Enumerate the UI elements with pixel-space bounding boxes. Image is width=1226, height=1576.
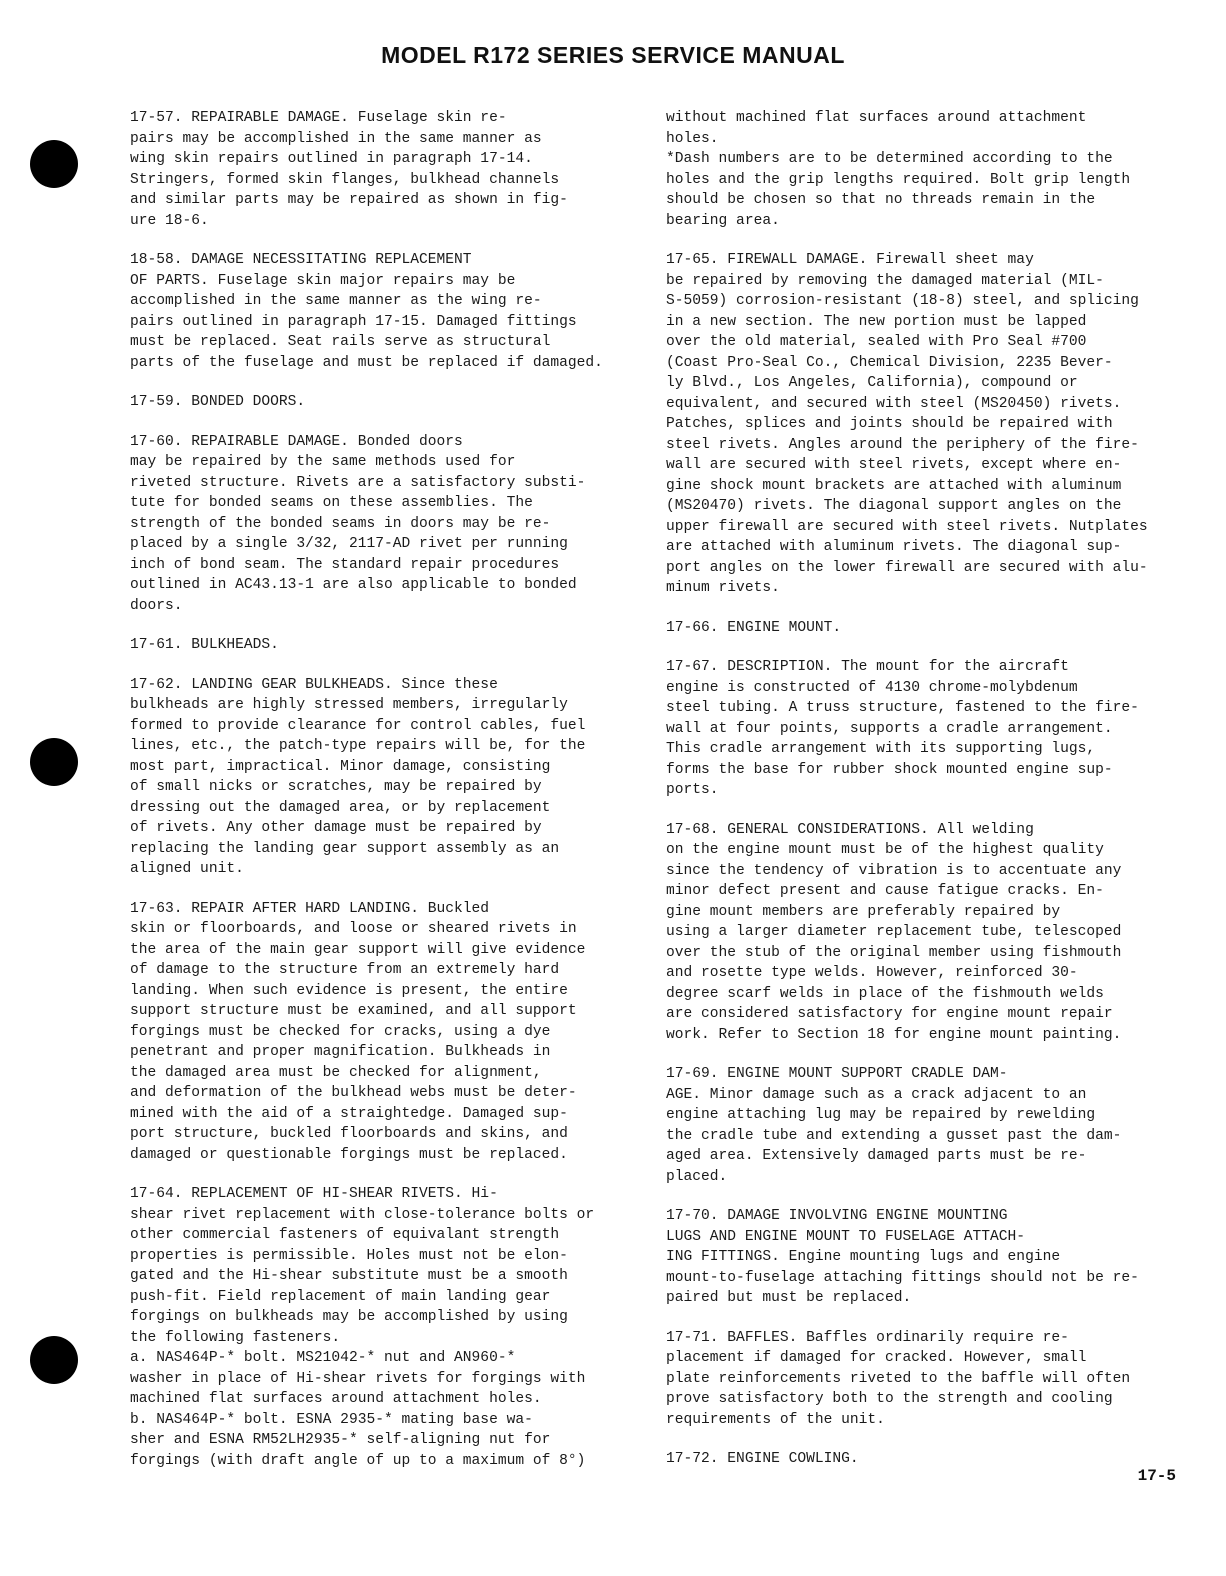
page-title: MODEL R172 SERIES SERVICE MANUAL — [381, 42, 845, 68]
heading-17-66: 17-66. ENGINE MOUNT. — [666, 619, 842, 636]
paragraph-17-63: 17-63. REPAIR AFTER HARD LANDING. Buckled skin or floorboards, and loose or sheared rivets in the area of the main gear support will give evidence of damage to the structure from an extremely hard landing. When such evidence is present, the entire support structure must be examined, and all support forgings must be checked for cracks, using a dye penetrant and proper magnification. Bulkheads in the damaged area must be checked for alignment, and deformation of the bulkhead webs must be deter- mined with the aid of a straightedge. Damaged sup- port structure, buckled floorboards and skins, and damaged or questionable forgings must be replaced. — [130, 900, 586, 1163]
paragraph-17-69: 17-69. ENGINE MOUNT SUPPORT CRADLE DAM- AGE. Minor damage such as a crack adjacent to an engine attaching lug may be repaired by rewelding the cradle tube and extending a gusset past the dam- aged area. Extensively damaged parts must be re- placed. — [666, 1066, 1122, 1185]
heading-17-59: 17-59. BONDED DOORS. — [130, 394, 306, 410]
paragraph-17-71: 17-71. BAFFLES. Baffles ordinarily require re- placement if damaged for cracked. However, small plate reinforcements riveted to the baffle will often prove satisfactory both to the strength and cooling requirements of the unit. — [666, 1329, 1131, 1428]
left-column — [130, 108, 630, 1471]
paragraph-17-64: 17-64. REPLACEMENT OF HI-SHEAR RIVETS. Hi- shear rivet replacement with close-tolerance bolts or other commercial fasteners of equivalant strength properties is permissible. Holes must not be elon- gated and the Hi-shear substitute must be a smooth push-fit. Field replacement of main landing gear forgings on bulkheads may be accomplished by using the following fasteners. a. NAS464P-* bolt. MS21042-* nut and AN960-* washer in place of Hi-shear rivets for forgings with machined flat surfaces around attachment holes. b. NAS464P-* bolt. ESNA 2935-* mating base wa- sher and ESNA RM52LH2935-* self-aligning nut for forgings (with draft angle of up to a maximum of 8°) — [130, 1186, 595, 1469]
binder-hole — [30, 1336, 78, 1384]
right-column — [666, 108, 1176, 1470]
paragraph-17-65: 17-65. FIREWALL DAMAGE. Firewall sheet may be repaired by removing the damaged material (MIL- S-5059) corrosion-resistant (18-8) steel, and splicing in a new section. The new portion must be lapped over the old material, sealed with Pro Seal #700 (Coast Pro-Seal Co., Chemical Division, 2235 Bever- ly Blvd., Los Angeles, California), compound or equivalent, and secured with steel (MS20450) rivets. Patches, splices and joints should be repaired with steel rivets. Angles around the periphery of the fire- wall are secured with steel rivets, except where en- gine shock mount brackets are attached with aluminum (MS20470) rivets. The diagonal support angles on the upper firewall are secured with steel rivets. Nutplates are attached with aluminum rivets. The diagonal sup- port angles on the lower firewall are secured with alu- minum rivets. — [666, 252, 1148, 596]
paragraph-17-67: 17-67. DESCRIPTION. The mount for the aircraft engine is constructed of 4130 chrome-molybdenum steel tubing. A truss structure, fastened to the fire- wall at four points, supports a cradle arrangement. This cradle arrangement with its supporting lugs, forms the base for rubber shock mounted engine sup- ports. — [666, 659, 1139, 798]
paragraph-17-64-continued: without machined flat surfaces around attachment holes. *Dash numbers are to be determined according to the holes and the grip lengths required. Bolt grip length should be chosen so that no threads remain in the bearing area. — [666, 110, 1131, 229]
paragraph-17-68: 17-68. GENERAL CONSIDERATIONS. All welding on the engine mount must be of the highest quality since the tendency of vibration is to accentuate any minor defect present and cause fatigue cracks. En- gine mount members are preferably repaired by using a larger diameter replacement tube, telescoped over the stub of the original member using fishmouth and rosette type welds. However, reinforced 30- degree scarf welds in place of the fishmouth welds are considered satisfactory for engine mount repair work. Refer to Section 18 for engine mount painting. — [666, 821, 1122, 1043]
heading-17-72: 17-72. ENGINE COWLING. — [666, 1451, 859, 1467]
paragraph-17-70: 17-70. DAMAGE INVOLVING ENGINE MOUNTING LUGS AND ENGINE MOUNT TO FUSELAGE ATTACH- ING FITTINGS. Engine mounting lugs and engine mount-to-fuselage attaching fittings should not be re- paired but must be replaced. — [666, 1208, 1139, 1306]
paragraph-18-58: 18-58. DAMAGE NECESSITATING REPLACEMENT OF PARTS. Fuselage skin major repairs may be accomplished in the same manner as the wing re- pairs outlined in paragraph 17-15. Damaged fittings must be replaced. Seat rails serve as structural parts of the fuselage and must be replaced if damaged. — [130, 252, 603, 371]
binder-hole — [30, 738, 78, 786]
paragraph-17-60: 17-60. REPAIRABLE DAMAGE. Bonded doors may be repaired by the same methods used for riveted structure. Rivets are a satisfactory substi- tute for bonded seams on these assemblies. The strength of the bonded seams in doors may be re- placed by a single 3/32, 2117-AD rivet per running inch of bond seam. The standard repair procedures outlined in AC43.13-1 are also applicable to bonded doors. — [130, 433, 586, 614]
heading-17-61: 17-61. BULKHEADS. — [130, 637, 279, 653]
paragraph-17-57: 17-57. REPAIRABLE DAMAGE. Fuselage skin re- pairs may be accomplished in the same manner as wing skin repairs outlined in paragraph 17-14. Stringers, formed skin flanges, bulkhead channels and similar parts may be repaired as shown in fig- ure 18-6. — [130, 110, 568, 229]
page-number: 17-5 — [1137, 1467, 1176, 1485]
paragraph-17-62: 17-62. LANDING GEAR BULKHEADS. Since these bulkheads are highly stressed members, irregularly formed to provide clearance for control cables, fuel lines, etc., the patch-type repairs will be, for the most part, impractical. Minor damage, consisting of small nicks or scratches, may be repaired by dressing out the damaged area, or by replacement of rivets. Any other damage must be repaired by replacing the landing gear support assembly as an aligned unit. — [130, 676, 586, 877]
binder-hole — [30, 140, 78, 188]
